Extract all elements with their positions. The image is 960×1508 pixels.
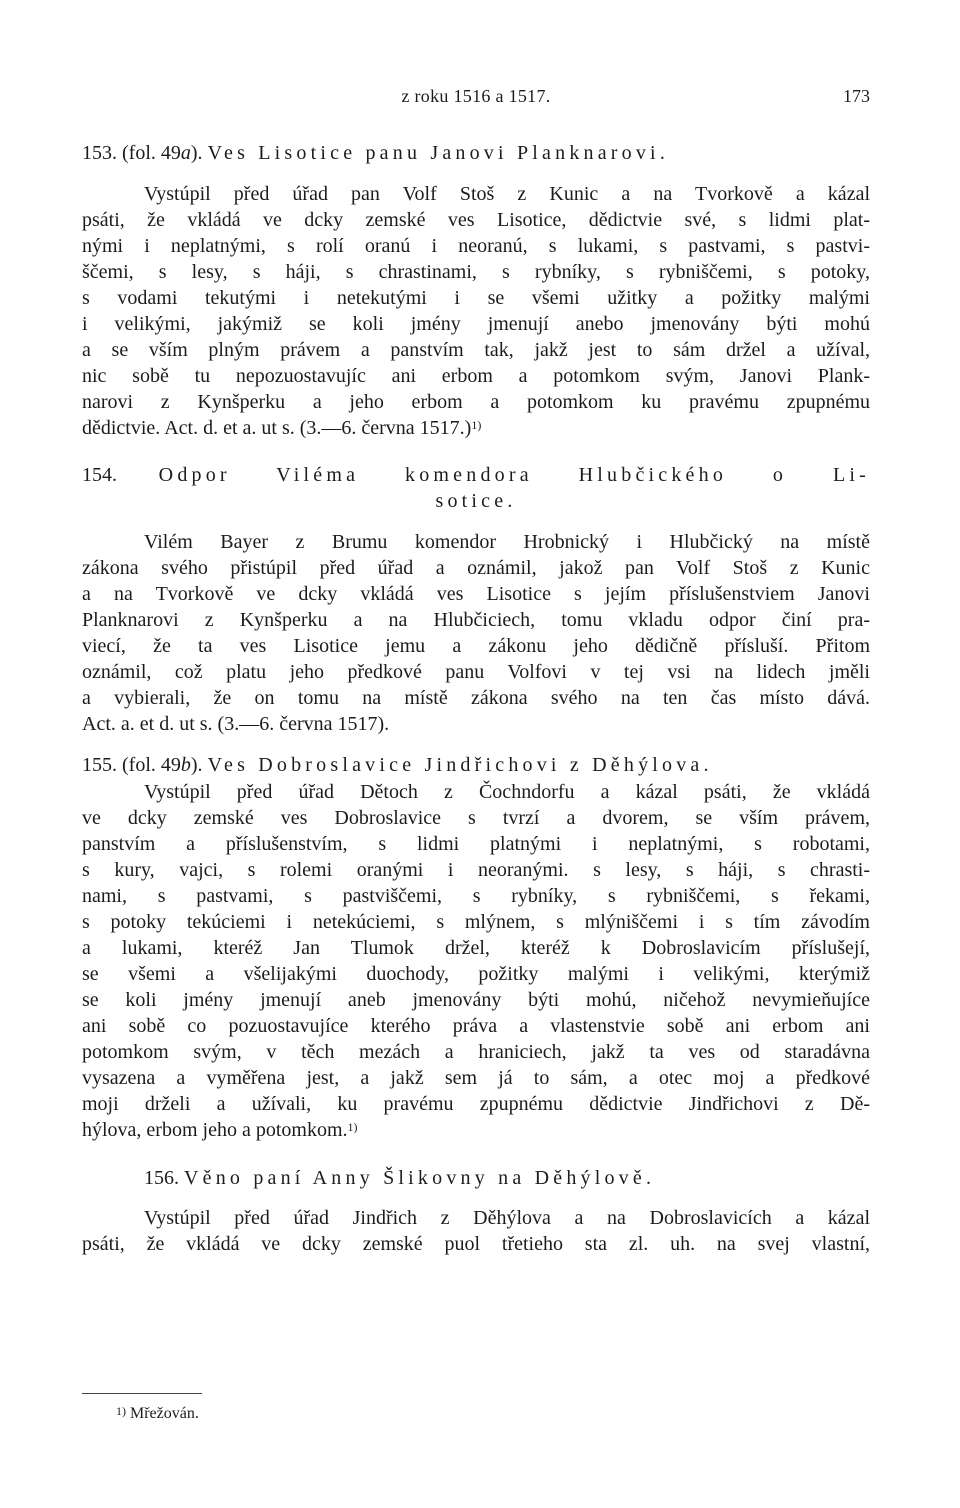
- paragraph-line: Vystúpil před úřad pan Volf Stoš z Kunic a na Tvorkově a kázal: [144, 183, 870, 205]
- paragraph-line: psáti, že vkládá ve dcky zemské puol třetieho sta zl. uh. na svej vlastní,: [82, 1233, 870, 1255]
- paragraph-line: panstvím a příslušenstvím, s lidmi platnými i neplatnými, s robotami,: [82, 833, 870, 855]
- paragraph-line-last: [82, 415, 870, 441]
- paragraph-text: dědictvie. Act. d. et a. ut s. (3.—6. června 1517.): [82, 417, 472, 439]
- paragraph-line: nami, s pastvami, s pastviščemi, s rybníky, s rybniščemi, s řekami,: [82, 885, 870, 907]
- entry-number: 154.: [82, 464, 117, 486]
- paragraph-line: a vybierali, že on tomu na místě zákona svého na ten čas místo dává.: [82, 687, 870, 709]
- paragraph-line: ve dcky zemské ves Dobroslavice s tvrzí a dvorem, se vším právem,: [82, 807, 870, 829]
- running-head: [82, 86, 870, 110]
- paragraph-line: potomkom svým, v těch mezách a hraniciech, jakž ta ves od staradávna: [82, 1041, 870, 1063]
- entry-153-heading: [82, 140, 870, 166]
- paragraph-line: nými i neplatnými, s rolí oranú i neoranú, s lukami, s pastvami, s pastvi-: [82, 235, 870, 257]
- paragraph-line: vysazena a vyměřena jest, a jakž sem já to sám, a otec moj a předkové: [82, 1067, 870, 1089]
- paragraph-line: se všemi a všelijakými duochody, požitky malými i velikými, kterýmiž: [82, 963, 870, 985]
- paragraph-line-last: Act. a. et d. ut s. (3.—6. června 1517).: [82, 713, 390, 735]
- paragraph-line-last: [82, 1117, 870, 1143]
- entry-number-close: ).: [190, 754, 203, 776]
- paragraph-line: moji drželi a užívali, ku pravému zpupnému dědictvie Jindřichovi z Dě-: [82, 1093, 870, 1115]
- entry-title: Věno paní Anny Šlikovny na Děhýlově.: [184, 1167, 656, 1189]
- paragraph-line: narovi z Kynšperku a jeho erbom a potomkom ku pravému zpupnému: [82, 391, 870, 413]
- footnote: [116, 1404, 199, 1424]
- entry-title: Odpor Viléma komendora Hlubčického o Li-: [158, 464, 871, 486]
- paragraph-line: psáti, že vkládá ve dcky zemské ves Lisotice, dědictvie své, s lidmi plat-: [82, 209, 870, 231]
- paragraph-line: Planknarovi z Kynšperku a na Hlubčiciech, tomu vkladu odpor činí pra-: [82, 609, 870, 631]
- paragraph-line: zákona svého přistúpil před úřad a oznámil, jakož pan Volf Stoš z Kunic: [82, 557, 870, 579]
- entry-title-continued: sotice.: [435, 490, 517, 512]
- entry-number: 155. (fol. 49: [82, 754, 181, 776]
- paragraph-line: a se vším plným právem a panstvím tak, jakž jest to sám držel a užíval,: [82, 339, 870, 361]
- footnote-mark: 1): [116, 1404, 126, 1418]
- paragraph-line: s potoky tekúciemi i netekúciemi, s mlýnem, s mlýniščemi i s tím závodím: [82, 911, 870, 933]
- paragraph-line: Vystúpil před úřad Dětoch z Čochndorfu a kázal psáti, že vkládá: [144, 781, 870, 803]
- paragraph-line: oznámil, což platu jeho předkové panu Volfovi v tej vsi na lidech jměli: [82, 661, 870, 683]
- entry-154-heading: [82, 462, 870, 488]
- header-title: z roku 1516 a 1517.: [401, 86, 551, 106]
- entry-155-heading: [82, 752, 870, 778]
- paragraph-line: s vodami tekutými i netekutými i se všemi užitky a požitky malými: [82, 287, 870, 309]
- paragraph-line: se koli jmény jmenují aneb jmenovány býti mohú, ničehož nevymieňujíce: [82, 989, 870, 1011]
- entry-number-close: ).: [190, 142, 203, 164]
- paragraph-line: Vilém Bayer z Brumu komendor Hrobnický i Hlubčický na místě: [144, 531, 870, 553]
- footnote-rule: [82, 1393, 202, 1394]
- entry-title: Ves Dobroslavice Jindřichovi z Děhýlova.: [207, 754, 713, 776]
- paragraph-line: a na Tvorkově ve dcky vkládá ves Lisotice s jejím příslušenstviem Janovi: [82, 583, 870, 605]
- folio-suffix: b: [180, 754, 191, 776]
- paragraph-line: ani sobě co pozuostavujíce kterého práva a vlastenstvie sobě ani erbom ani: [82, 1015, 870, 1037]
- paragraph-line: ščemi, s lesy, s háji, s chrastinami, s rybníky, s rybniščemi, s potoky,: [82, 261, 870, 283]
- paragraph-line: s kury, vajci, s rolemi oranými i neoranými. s lesy, s háji, s chrasti-: [82, 859, 870, 881]
- paragraph-line: Vystúpil před úřad Jindřich z Děhýlova a na Dobroslavicích a kázal: [144, 1207, 870, 1229]
- paragraph-line: viecí, že ta ves Lisotice jemu a zákonu jeho dědičně přísluší. Přitom: [82, 635, 870, 657]
- paragraph-line: i velikými, jakýmiž se koli jmény jmenují anebo jmenovány býti mohú: [82, 313, 870, 335]
- entry-number: 156.: [144, 1167, 179, 1189]
- footnote-text: Mřežován.: [130, 1405, 199, 1422]
- paragraph-line: a lukami, kteréž Jan Tlumok držel, kteréž k Dobroslavicím příslušejí,: [82, 937, 870, 959]
- folio-suffix: a: [180, 142, 191, 164]
- footnote-reference: 1): [471, 418, 482, 432]
- entry-title: Ves Lisotice panu Janovi Planknarovi.: [207, 142, 670, 164]
- entry-156-heading: [144, 1165, 870, 1191]
- paragraph-line: nic sobě tu nepozuostavujíc ani erbom a potomkom svým, Janovi Plank-: [82, 365, 870, 387]
- footnote-reference: 1): [347, 1120, 358, 1134]
- page-number: 173: [843, 86, 870, 106]
- entry-number: 153. (fol. 49: [82, 142, 181, 164]
- paragraph-text: hýlova, erbom jeho a potomkom.: [82, 1119, 348, 1141]
